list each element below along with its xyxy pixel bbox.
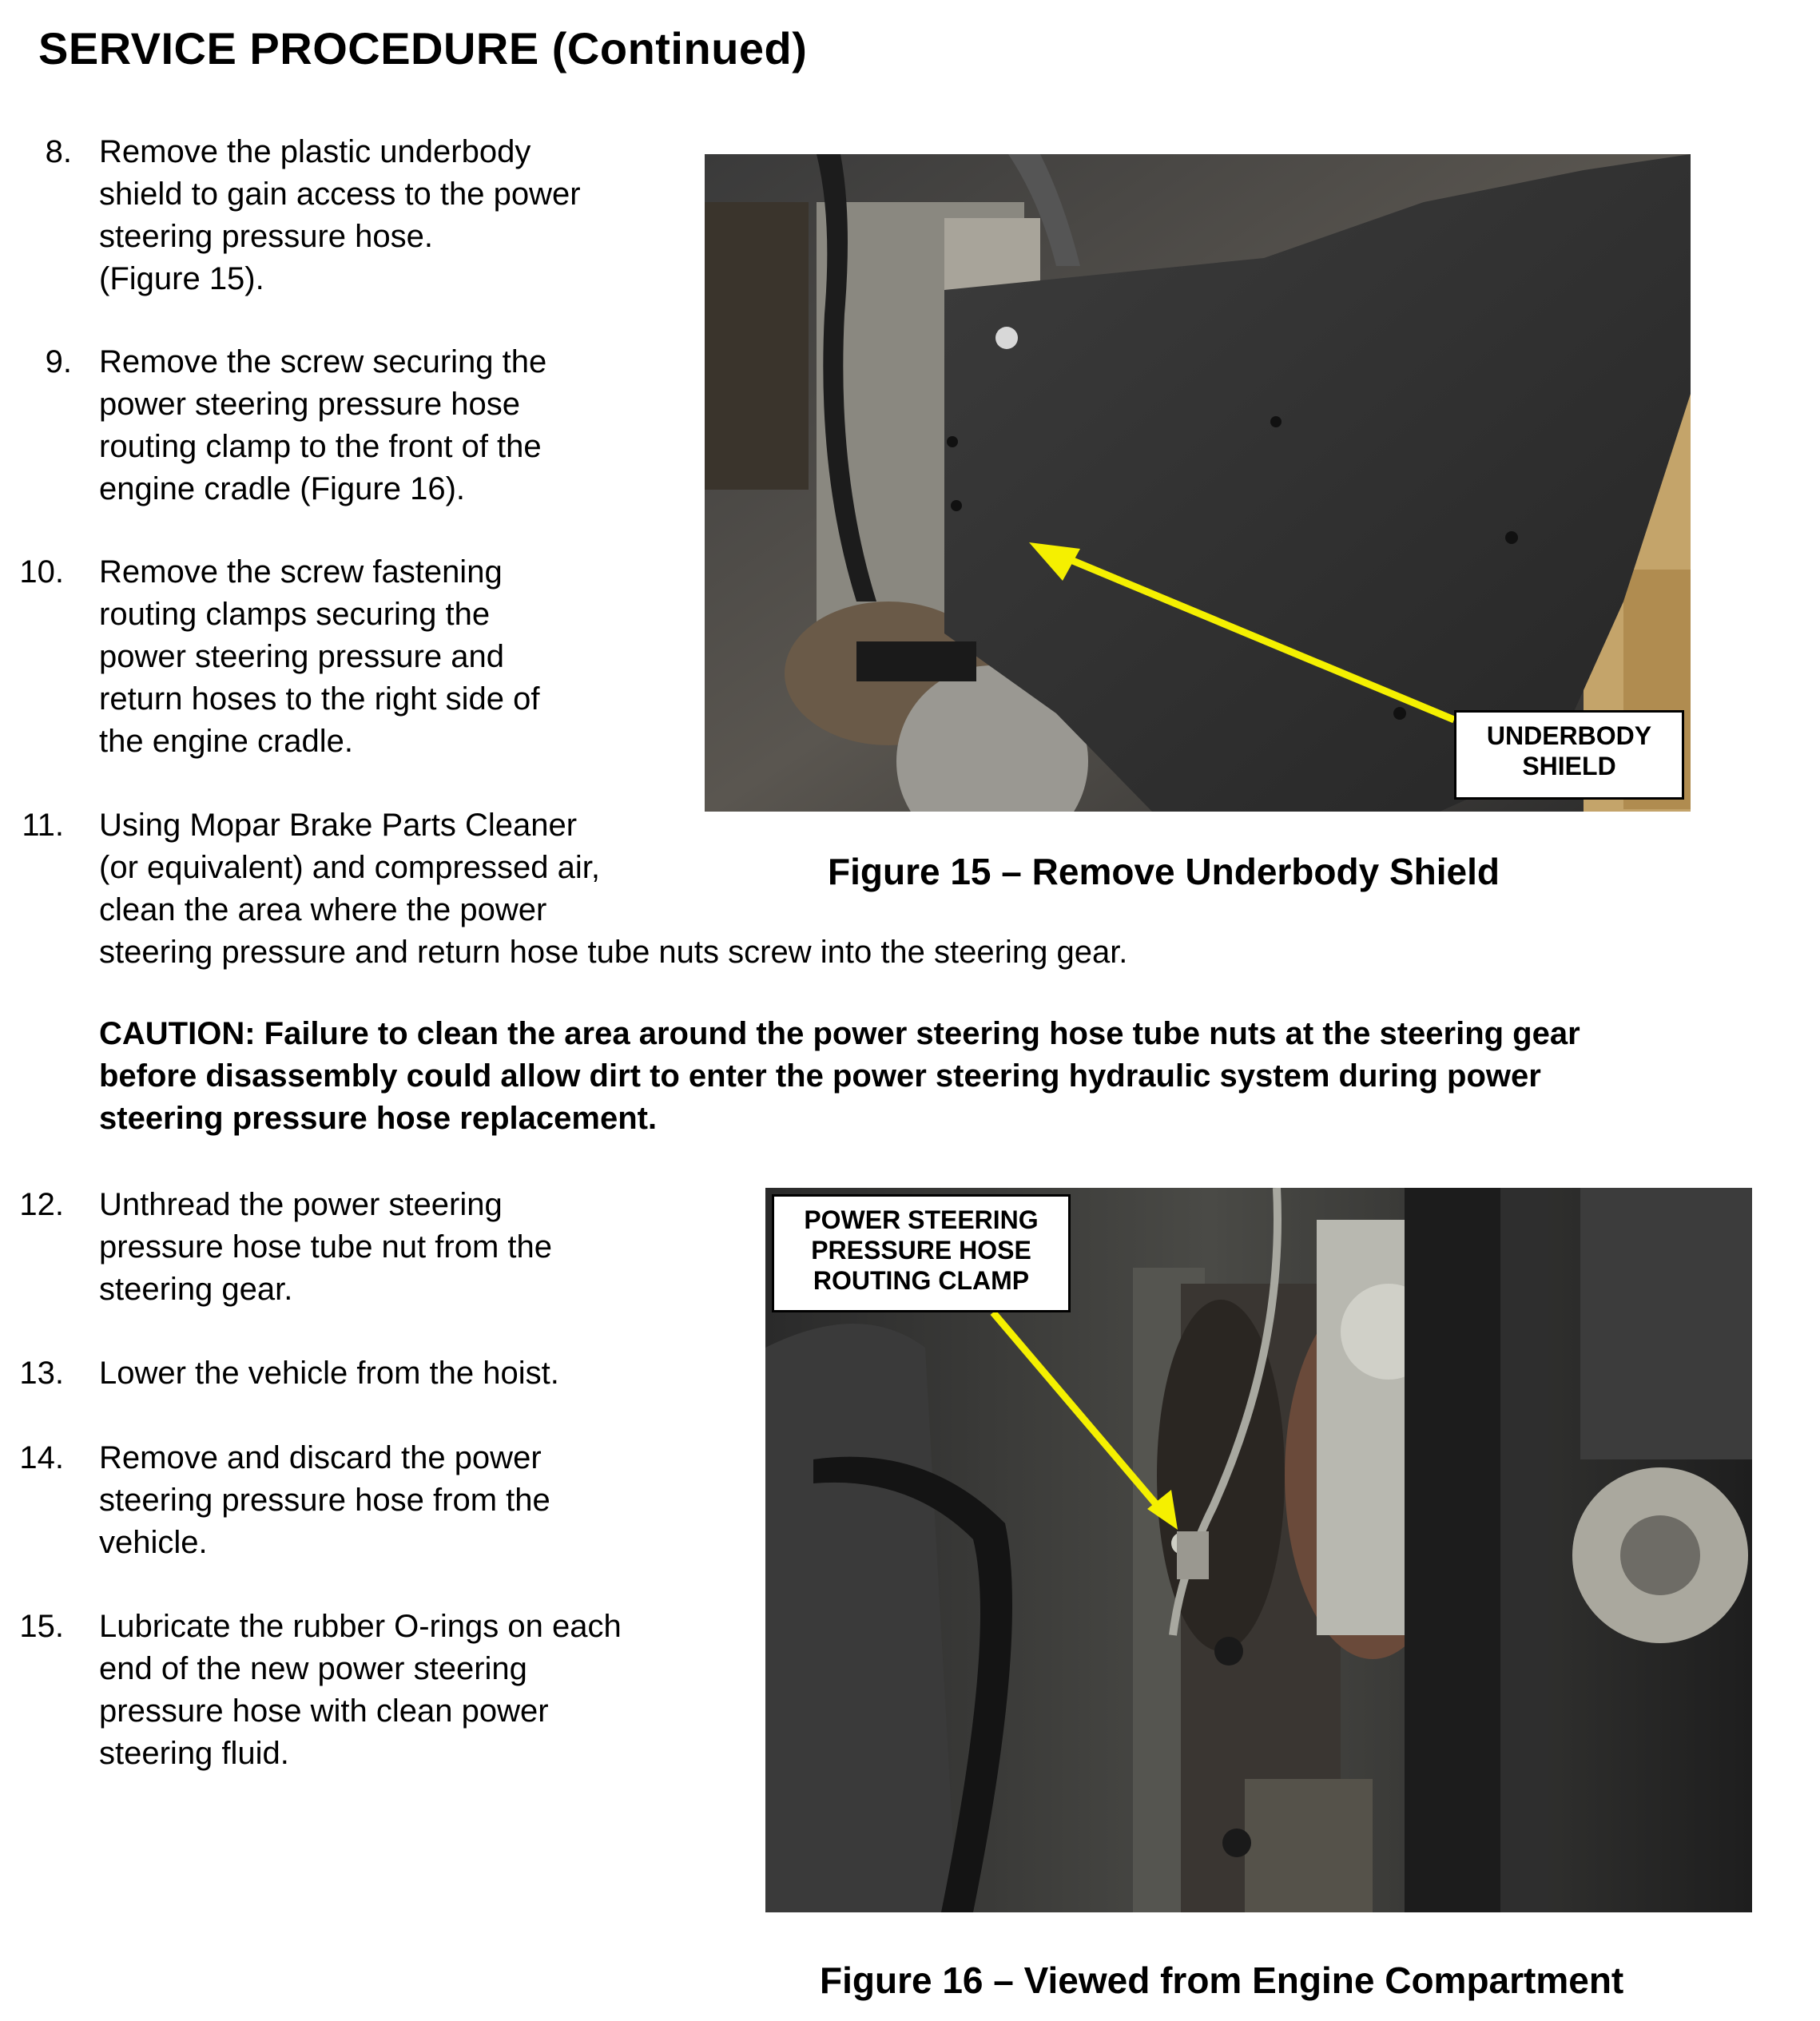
step-line: return hoses to the right side of [99,681,540,717]
step-line: Remove the screw securing the [99,344,547,379]
figure-16-photo [765,1188,1752,1912]
step-line: steering gear. [99,1272,293,1307]
step-line: Using Mopar Brake Parts Cleaner [99,808,578,843]
callout-line: UNDERBODY [1486,721,1652,750]
step-line: shield to gain access to the power [99,177,581,212]
callout-line: POWER STEERING [804,1205,1039,1234]
caution-line: steering pressure hose replacement. [99,1101,658,1136]
figure-16-caption: Figure 16 – Viewed from Engine Compartment [820,1959,1624,2001]
step-line: pressure hose tube nut from the [99,1229,552,1265]
figure-15-photo [705,154,1691,812]
callout-line: SHIELD [1522,752,1616,780]
step-line: engine cradle (Figure 16). [99,471,466,506]
step-line: steering fluid. [99,1736,289,1771]
step-line: Remove the plastic underbody [99,134,531,169]
underbody-shield-callout [1454,710,1684,800]
step-number: 15. [19,1609,64,1644]
step-line: clean the area where the power [99,892,547,927]
caution-line: CAUTION: Failure to clean the area around the power steering hose tube nuts at the steering gear [99,1016,1580,1051]
pointer-arrow-line [993,1312,1170,1520]
step-number: 13. [19,1356,64,1391]
step-line: routing clamps securing the [99,597,491,632]
step-line: the engine cradle. [99,724,354,759]
step-line: Lower the vehicle from the hoist. [99,1356,559,1391]
step-line: pressure hose with clean power [99,1693,549,1729]
step-line: Lubricate the rubber O-rings on each [99,1609,622,1644]
figure-15-caption: Figure 15 – Remove Underbody Shield [828,851,1500,892]
caution-note [99,1013,1809,1140]
step-line: (or equivalent) and compressed air, [99,850,600,885]
step-line: routing clamp to the front of the [99,429,542,464]
step-number: 10. [19,554,64,590]
step-number: 11. [22,808,64,843]
step-line: steering pressure and return hose tube nuts screw into the steering gear. [99,935,1128,970]
caution-line: before disassembly could allow dirt to enter the power steering hydraulic system during power [99,1058,1541,1094]
pointer-arrow-line [1040,547,1454,720]
step-line: Unthread the power steering [99,1187,503,1222]
step-line: steering pressure hose. [99,219,434,254]
step-line: steering pressure hose from the [99,1483,550,1518]
callout-line: ROUTING CLAMP [813,1266,1030,1295]
step-line: Remove the screw fastening [99,554,503,590]
step-line: power steering pressure hose [99,387,520,422]
step-line: power steering pressure and [99,639,504,674]
step-line: end of the new power steering [99,1651,527,1686]
pointer-arrowhead [1029,542,1080,581]
callout-line: PRESSURE HOSE [811,1236,1031,1265]
step-line: (Figure 15). [99,261,264,296]
step-line: Remove and discard the power [99,1440,542,1475]
step-number: 8. [45,134,72,169]
page-title: SERVICE PROCEDURE (Continued) [38,23,808,73]
step-line: vehicle. [99,1525,208,1560]
step-number: 12. [19,1187,64,1222]
step-number: 9. [45,344,72,379]
step-number: 14. [19,1440,64,1475]
routing-clamp-callout [772,1194,1071,1312]
